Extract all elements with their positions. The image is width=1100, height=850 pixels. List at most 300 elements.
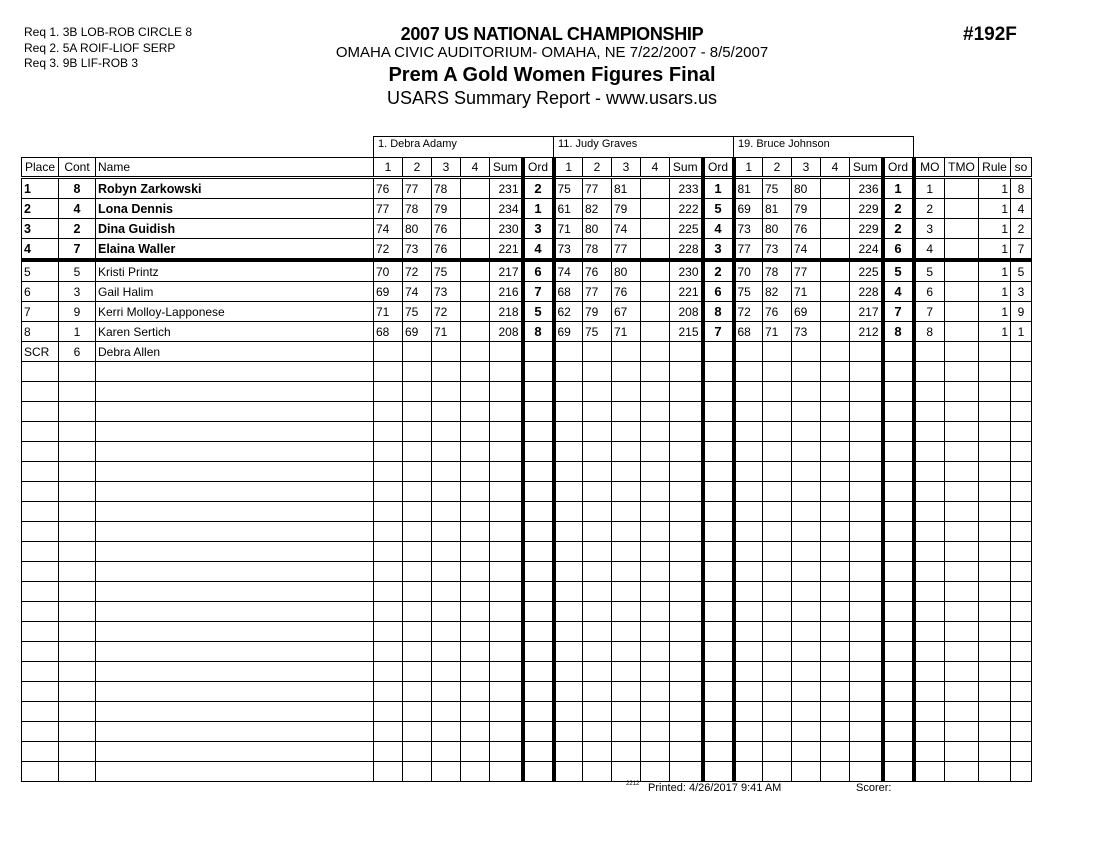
empty-cell — [850, 422, 883, 442]
empty-cell — [792, 482, 821, 502]
empty-cell — [612, 642, 641, 662]
empty-cell — [1011, 742, 1032, 762]
empty-row — [22, 542, 1032, 562]
empty-cell — [763, 402, 792, 422]
empty-cell — [821, 482, 850, 502]
empty-cell — [670, 762, 703, 782]
empty-cell — [59, 462, 96, 482]
empty-cell — [22, 362, 59, 382]
empty-cell — [96, 622, 374, 642]
empty-cell — [883, 422, 914, 442]
empty-cell — [821, 562, 850, 582]
empty-cell — [461, 602, 490, 622]
empty-cell — [703, 722, 734, 742]
empty-cell — [403, 622, 432, 642]
empty-row — [22, 622, 1032, 642]
empty-cell — [96, 702, 374, 722]
empty-cell — [850, 722, 883, 742]
empty-cell — [734, 702, 763, 722]
judge-3-sum-cell: 228 — [850, 282, 883, 302]
empty-cell — [763, 662, 792, 682]
judge-3-score-1-cell — [734, 342, 763, 362]
judge-2-score-1-cell: 61 — [554, 199, 583, 219]
place-cell: 3 — [22, 219, 59, 239]
empty-cell — [883, 582, 914, 602]
empty-cell — [59, 502, 96, 522]
empty-cell — [1011, 482, 1032, 502]
empty-cell — [821, 622, 850, 642]
empty-cell — [641, 582, 670, 602]
cont-cell: 3 — [59, 282, 96, 302]
empty-cell — [1011, 602, 1032, 622]
judge-1-ordinal-cell: 4 — [523, 239, 554, 261]
judge-1-sum-cell — [490, 342, 523, 362]
empty-cell — [583, 522, 612, 542]
empty-cell — [763, 582, 792, 602]
empty-cell — [641, 522, 670, 542]
empty-cell — [96, 562, 374, 582]
col-j3-4: 4 — [821, 158, 850, 178]
empty-cell — [374, 702, 403, 722]
rule-cell: 1 — [979, 239, 1011, 261]
empty-cell — [461, 442, 490, 462]
judge-2-sum-cell: 221 — [670, 282, 703, 302]
judge-3-score-1-cell: 73 — [734, 219, 763, 239]
empty-cell — [59, 582, 96, 602]
empty-cell — [734, 422, 763, 442]
judge-3-sum-cell: 236 — [850, 178, 883, 199]
empty-cell — [883, 742, 914, 762]
empty-cell — [96, 382, 374, 402]
empty-cell — [763, 422, 792, 442]
empty-cell — [374, 642, 403, 662]
empty-cell — [22, 682, 59, 702]
empty-cell — [461, 462, 490, 482]
empty-cell — [703, 422, 734, 442]
tmo-cell — [945, 219, 979, 239]
requirement-2: Req 2. 5A ROIF-LIOF SERP — [24, 40, 176, 55]
empty-cell — [914, 582, 945, 602]
empty-cell — [914, 742, 945, 762]
empty-cell — [670, 542, 703, 562]
empty-cell — [914, 402, 945, 422]
empty-cell — [1011, 682, 1032, 702]
empty-cell — [96, 602, 374, 622]
empty-cell — [374, 722, 403, 742]
place-cell: 1 — [22, 178, 59, 199]
empty-cell — [979, 522, 1011, 542]
empty-cell — [703, 382, 734, 402]
judge-3-score-3-cell: 80 — [792, 178, 821, 199]
empty-cell — [432, 402, 461, 422]
cont-cell: 8 — [59, 178, 96, 199]
judge-1-score-3-cell: 72 — [432, 302, 461, 322]
empty-cell — [850, 702, 883, 722]
empty-cell — [641, 542, 670, 562]
empty-cell — [583, 482, 612, 502]
empty-cell — [523, 702, 554, 722]
judge-3-ordinal-cell: 8 — [883, 322, 914, 342]
empty-cell — [641, 602, 670, 622]
judge-3-score-1-cell: 70 — [734, 260, 763, 282]
empty-cell — [432, 582, 461, 602]
empty-cell — [945, 602, 979, 622]
empty-cell — [670, 462, 703, 482]
empty-cell — [554, 422, 583, 442]
empty-cell — [22, 702, 59, 722]
empty-cell — [945, 722, 979, 742]
empty-cell — [641, 422, 670, 442]
judge-3-score-3-cell: 73 — [792, 322, 821, 342]
empty-cell — [763, 462, 792, 482]
table-row — [22, 342, 1032, 362]
empty-cell — [979, 742, 1011, 762]
empty-cell — [523, 622, 554, 642]
empty-row — [22, 602, 1032, 622]
empty-cell — [22, 502, 59, 522]
empty-cell — [22, 482, 59, 502]
empty-cell — [403, 362, 432, 382]
empty-cell — [96, 722, 374, 742]
empty-cell — [523, 562, 554, 582]
empty-cell — [554, 482, 583, 502]
judge-3-score-2-cell: 80 — [763, 219, 792, 239]
empty-cell — [703, 682, 734, 702]
so-cell: 9 — [1011, 302, 1032, 322]
empty-cell — [554, 542, 583, 562]
judge-3-score-2-cell — [763, 342, 792, 362]
empty-cell — [734, 742, 763, 762]
empty-cell — [883, 542, 914, 562]
empty-cell — [490, 402, 523, 422]
judge-2-score-4-cell — [641, 302, 670, 322]
judge-3-score-4-cell — [821, 199, 850, 219]
mo-cell: 7 — [914, 302, 945, 322]
empty-cell — [641, 642, 670, 662]
empty-cell — [883, 502, 914, 522]
empty-cell — [374, 362, 403, 382]
judge-2-score-1-cell: 75 — [554, 178, 583, 199]
empty-cell — [734, 482, 763, 502]
judge-1-score-2-cell: 72 — [403, 260, 432, 282]
judge-3-score-3-cell: 76 — [792, 219, 821, 239]
cont-cell: 7 — [59, 239, 96, 261]
empty-cell — [96, 462, 374, 482]
empty-cell — [979, 582, 1011, 602]
empty-cell — [612, 462, 641, 482]
so-cell — [1011, 342, 1032, 362]
empty-cell — [374, 682, 403, 702]
tmo-cell — [945, 302, 979, 322]
empty-cell — [612, 482, 641, 502]
judge-1-sum-cell: 221 — [490, 239, 523, 261]
empty-cell — [850, 642, 883, 662]
empty-cell — [792, 362, 821, 382]
empty-cell — [461, 362, 490, 382]
empty-cell — [461, 382, 490, 402]
empty-cell — [374, 562, 403, 582]
judge-1-score-4-cell — [461, 322, 490, 342]
judge-1-score-1-cell: 76 — [374, 178, 403, 199]
empty-cell — [554, 602, 583, 622]
judge-1-score-3-cell: 76 — [432, 239, 461, 261]
empty-cell — [490, 582, 523, 602]
col-j1-ord: Ord — [523, 158, 554, 178]
judge-1-ordinal-cell: 5 — [523, 302, 554, 322]
empty-cell — [670, 502, 703, 522]
judge-2-score-4-cell — [641, 239, 670, 261]
empty-cell — [554, 442, 583, 462]
empty-cell — [792, 722, 821, 742]
judge-3-score-4-cell — [821, 342, 850, 362]
empty-cell — [403, 682, 432, 702]
judge-3-score-2-cell: 75 — [763, 178, 792, 199]
empty-cell — [583, 562, 612, 582]
judge-2-ordinal-cell: 6 — [703, 282, 734, 302]
empty-cell — [792, 402, 821, 422]
judge-1-score-3-cell: 73 — [432, 282, 461, 302]
empty-cell — [641, 662, 670, 682]
empty-cell — [914, 702, 945, 722]
empty-cell — [792, 502, 821, 522]
skater-name-cell: Kerri Molloy-Lapponese — [96, 302, 374, 322]
empty-cell — [59, 662, 96, 682]
judge-1-score-4-cell — [461, 342, 490, 362]
judge-2-score-3-cell: 71 — [612, 322, 641, 342]
empty-cell — [490, 542, 523, 562]
empty-cell — [703, 762, 734, 782]
empty-cell — [374, 582, 403, 602]
col-j2-1: 1 — [554, 158, 583, 178]
empty-cell — [945, 742, 979, 762]
judge-1-score-3-cell: 78 — [432, 178, 461, 199]
empty-cell — [22, 602, 59, 622]
judge-2-score-2-cell: 76 — [583, 260, 612, 282]
empty-cell — [914, 442, 945, 462]
empty-cell — [979, 682, 1011, 702]
skater-name-cell: Lona Dennis — [96, 199, 374, 219]
empty-cell — [1011, 462, 1032, 482]
empty-row — [22, 582, 1032, 602]
empty-cell — [403, 542, 432, 562]
empty-cell — [703, 502, 734, 522]
empty-cell — [821, 442, 850, 462]
empty-cell — [432, 702, 461, 722]
empty-cell — [641, 682, 670, 702]
empty-cell — [523, 682, 554, 702]
empty-cell — [821, 762, 850, 782]
empty-cell — [59, 522, 96, 542]
empty-cell — [734, 382, 763, 402]
rule-cell: 1 — [979, 260, 1011, 282]
mo-cell: 8 — [914, 322, 945, 342]
empty-cell — [523, 542, 554, 562]
skater-name-cell: Gail Halim — [96, 282, 374, 302]
empty-cell — [22, 422, 59, 442]
empty-cell — [612, 542, 641, 562]
empty-cell — [96, 762, 374, 782]
empty-cell — [670, 602, 703, 622]
empty-cell — [792, 522, 821, 542]
empty-cell — [670, 582, 703, 602]
empty-cell — [612, 682, 641, 702]
rule-cell: 1 — [979, 199, 1011, 219]
empty-cell — [734, 622, 763, 642]
empty-cell — [554, 562, 583, 582]
empty-cell — [432, 462, 461, 482]
tmo-cell — [945, 199, 979, 219]
empty-cell — [979, 662, 1011, 682]
empty-cell — [670, 722, 703, 742]
empty-cell — [850, 602, 883, 622]
empty-cell — [432, 642, 461, 662]
empty-cell — [461, 542, 490, 562]
judge-1-score-4-cell — [461, 260, 490, 282]
empty-cell — [523, 642, 554, 662]
empty-cell — [979, 762, 1011, 782]
judge-3-ordinal-cell: 4 — [883, 282, 914, 302]
judge-2-score-4-cell — [641, 282, 670, 302]
empty-cell — [612, 362, 641, 382]
empty-cell — [914, 682, 945, 702]
empty-cell — [22, 542, 59, 562]
judge-2-score-1-cell: 68 — [554, 282, 583, 302]
empty-cell — [945, 362, 979, 382]
empty-cell — [554, 642, 583, 662]
column-header-row — [22, 158, 1032, 178]
empty-cell — [583, 702, 612, 722]
empty-cell — [22, 462, 59, 482]
judge-1-score-1-cell: 68 — [374, 322, 403, 342]
empty-cell — [461, 502, 490, 522]
so-cell: 4 — [1011, 199, 1032, 219]
judge-2-score-3-cell: 74 — [612, 219, 641, 239]
tmo-cell — [945, 322, 979, 342]
empty-cell — [612, 382, 641, 402]
empty-cell — [490, 502, 523, 522]
empty-cell — [821, 362, 850, 382]
judge-3-score-2-cell: 82 — [763, 282, 792, 302]
empty-cell — [734, 662, 763, 682]
empty-cell — [850, 742, 883, 762]
empty-cell — [914, 382, 945, 402]
judge-3-score-1-cell: 81 — [734, 178, 763, 199]
empty-cell — [641, 722, 670, 742]
judge-3-ordinal-cell — [883, 342, 914, 362]
empty-cell — [554, 582, 583, 602]
judge-2-score-1-cell: 71 — [554, 219, 583, 239]
empty-cell — [641, 442, 670, 462]
empty-cell — [734, 402, 763, 422]
empty-cell — [59, 362, 96, 382]
empty-row — [22, 482, 1032, 502]
col-j2-4: 4 — [641, 158, 670, 178]
empty-cell — [554, 382, 583, 402]
empty-cell — [490, 742, 523, 762]
judge-1-score-2-cell: 75 — [403, 302, 432, 322]
judge-3-sum-cell — [850, 342, 883, 362]
empty-cell — [523, 362, 554, 382]
empty-cell — [22, 562, 59, 582]
empty-cell — [1011, 722, 1032, 742]
empty-cell — [763, 742, 792, 762]
empty-cell — [821, 582, 850, 602]
empty-cell — [641, 402, 670, 422]
empty-cell — [792, 382, 821, 402]
empty-cell — [96, 742, 374, 762]
empty-cell — [612, 502, 641, 522]
judge-3-ordinal-cell: 5 — [883, 260, 914, 282]
place-cell: 5 — [22, 260, 59, 282]
empty-cell — [22, 582, 59, 602]
empty-cell — [763, 642, 792, 662]
empty-cell — [670, 382, 703, 402]
empty-cell — [490, 482, 523, 502]
empty-cell — [461, 642, 490, 662]
empty-cell — [670, 562, 703, 582]
empty-row — [22, 502, 1032, 522]
empty-cell — [523, 742, 554, 762]
judge-3-ordinal-cell: 2 — [883, 199, 914, 219]
col-j3-sum: Sum — [850, 158, 883, 178]
mo-cell: 5 — [914, 260, 945, 282]
empty-cell — [763, 502, 792, 522]
empty-cell — [583, 542, 612, 562]
event-title: Prem A Gold Women Figures Final — [388, 64, 716, 86]
empty-cell — [850, 382, 883, 402]
report-header — [300, 24, 804, 109]
tmo-cell — [945, 260, 979, 282]
col-tmo: TMO — [945, 158, 979, 178]
empty-cell — [850, 762, 883, 782]
empty-cell — [641, 462, 670, 482]
empty-cell — [523, 382, 554, 402]
empty-cell — [670, 642, 703, 662]
judge-2-score-1-cell: 73 — [554, 239, 583, 261]
report-subtitle: USARS Summary Report - www.usars.us — [386, 88, 718, 108]
empty-cell — [734, 762, 763, 782]
empty-cell — [96, 522, 374, 542]
judge-1-score-4-cell — [461, 239, 490, 261]
empty-cell — [1011, 362, 1032, 382]
cont-cell: 4 — [59, 199, 96, 219]
empty-cell — [914, 662, 945, 682]
empty-cell — [979, 642, 1011, 662]
empty-cell — [670, 682, 703, 702]
judge-1-sum-cell: 234 — [490, 199, 523, 219]
judge-3-ordinal-cell: 7 — [883, 302, 914, 322]
judge-3-score-3-cell — [792, 342, 821, 362]
judge-1-score-2-cell: 69 — [403, 322, 432, 342]
judge-2-score-3-cell: 80 — [612, 260, 641, 282]
empty-cell — [490, 362, 523, 382]
judge-1-score-4-cell — [461, 178, 490, 199]
empty-cell — [432, 382, 461, 402]
empty-cell — [883, 562, 914, 582]
empty-cell — [403, 642, 432, 662]
empty-cell — [734, 562, 763, 582]
empty-cell — [792, 542, 821, 562]
empty-cell — [22, 382, 59, 402]
cont-cell: 6 — [59, 342, 96, 362]
judge-3-score-4-cell — [821, 322, 850, 342]
judge-2-score-3-cell: 67 — [612, 302, 641, 322]
empty-cell — [792, 762, 821, 782]
empty-cell — [763, 722, 792, 742]
empty-row — [22, 462, 1032, 482]
empty-cell — [374, 522, 403, 542]
empty-cell — [641, 382, 670, 402]
